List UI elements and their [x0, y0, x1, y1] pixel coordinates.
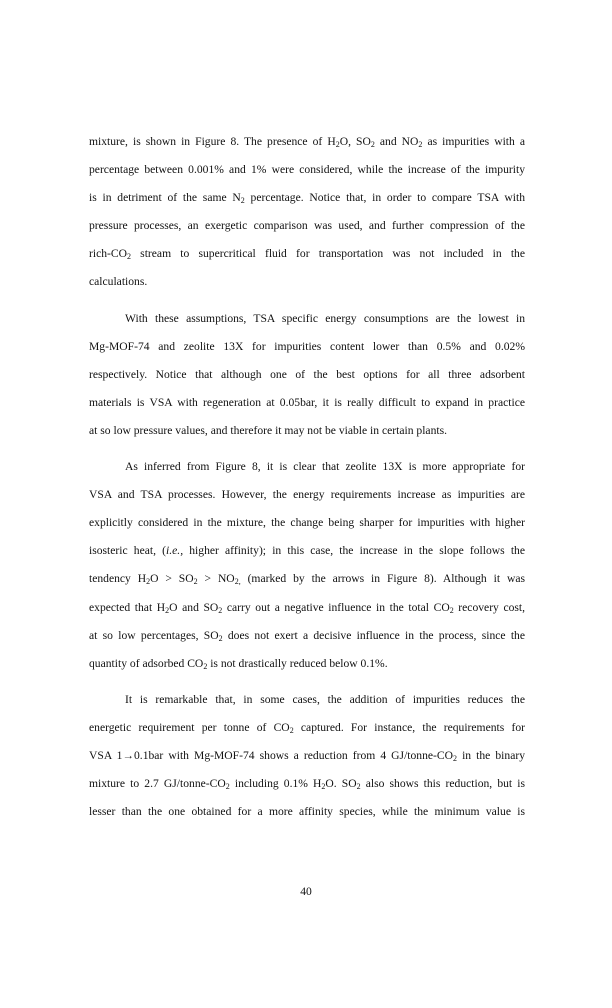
text-line: As inferred from Figure 8, it is clear that zeolite 13X is more appropriate for: [125, 460, 525, 474]
text-line: mixture, is shown in Figure 8. The presence of $H_2O$, $SO_2$ and $NO_2$ as impurities with a: [89, 135, 525, 149]
text-line: VSA and TSA processes. However, the energy requirements increase as impurities are: [89, 488, 525, 502]
paragraph-2: [89, 305, 525, 445]
page-number: 40: [300, 885, 312, 898]
text-line: VSA 1→0.1bar with Mg-MOF-74 shows a reduction from 4 $GJ/tonne-CO_2$ in the binary: [89, 748, 525, 763]
paragraph-3: [89, 453, 525, 678]
text-line: It is remarkable that, in some cases, the addition of impurities reduces the: [125, 692, 525, 706]
text-line: calculations.: [89, 275, 148, 289]
text-line: expected that $H_2O$ and $SO_2$ carry out a negative influence in the total $CO_2$ recovery cost,: [89, 600, 526, 615]
text-line: materials is VSA with regeneration at 0.05bar, it is really difficult to expand in practice: [89, 395, 525, 409]
text-line: explicitly considered in the mixture, the change being sharper for impurities with higher: [89, 516, 525, 530]
text-line: With these assumptions, TSA specific energy consumptions are the lowest in: [125, 311, 525, 325]
paragraph-4: [89, 686, 525, 826]
text-line: lesser than the one obtained for a more affinity species, while the minimum value is: [89, 805, 525, 819]
text-line: at so low percentages, $SO_2$ does not exert a decisive influence in the process, since the: [89, 628, 525, 643]
text-line: is in detriment of the same $N_2$ percentage. Notice that, in order to compare TSA with: [89, 191, 525, 206]
text-line: percentage between 0.001% and 1% were considered, while the increase of the impurity: [89, 163, 525, 177]
text-line: energetic requirement per tonne of $CO_2$ captured. For instance, the requirements for: [89, 720, 525, 735]
text-line: tendency $H_2O > SO_2 > NO_{2,}$ (marked by the arrows in Figure 8). Although it was: [89, 572, 525, 587]
text-line: respectively. Notice that although one of the best options for all three adsorbent: [89, 367, 525, 381]
text-line: rich-$CO_2$ stream to supercritical fluid for transportation was not included in the: [89, 247, 525, 262]
paragraph-1: [89, 128, 525, 297]
text-line: at so low pressure values, and therefore it may not be viable in certain plants.: [89, 423, 448, 437]
text-line: isosteric heat, (i.e., higher affinity); in this case, the increase in the slope follows the: [89, 544, 525, 558]
text-line: pressure processes, an exergetic comparison was used, and further compression of the: [89, 219, 525, 233]
text-line: mixture to 2.7 $GJ/tonne-CO_2$ including 0.1% $H_2O$. $SO_2$ also shows this reduction, but is: [89, 777, 525, 792]
text-line: quantity of adsorbed $CO_2$ is not drastically reduced below 0.1%.: [89, 656, 388, 671]
page-body: [89, 128, 525, 834]
text-line: Mg-MOF-74 and zeolite 13X for impurities content lower than 0.5% and 0.02%: [89, 339, 525, 353]
